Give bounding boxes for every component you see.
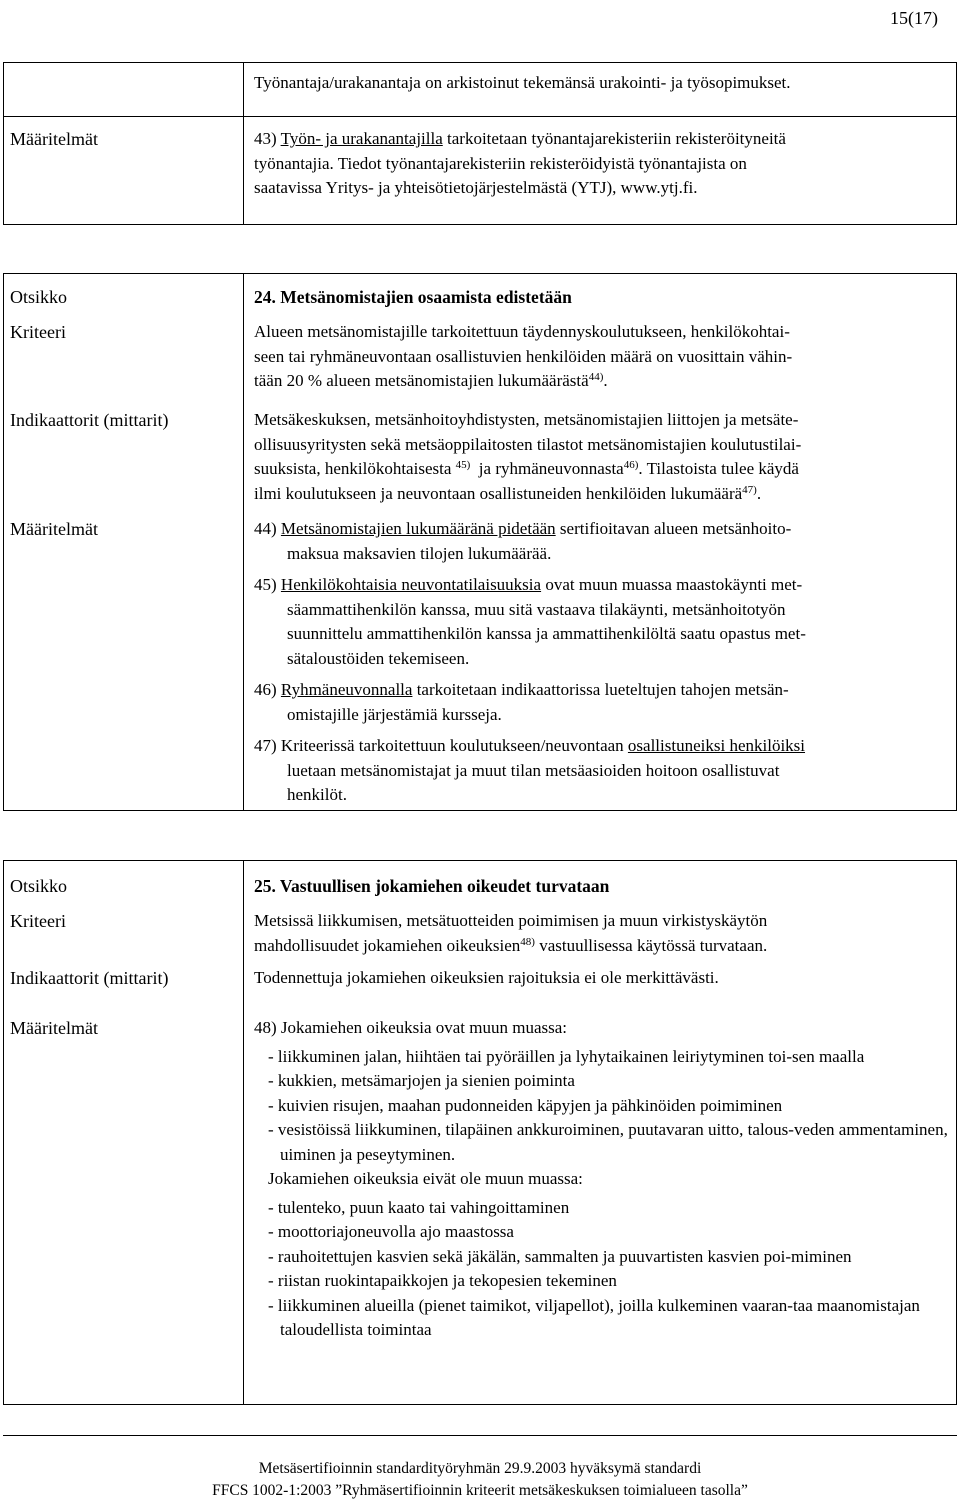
definition-44: 44) Metsänomistajien lukumääränä pidetään sertifioitavan alueen metsänhoito- maksua maksavien tilojen lukumäärää.: [254, 519, 792, 563]
label-heading-24: Otsikko: [10, 287, 68, 307]
definitions-25: [254, 1016, 952, 1343]
criterion-24: Alueen metsänomistajille tarkoitettuun täydennyskoulutukseen, henkilökohtai- seen tai ryhmäneuvontaan osallistuvien henkilöiden määrä on vuosittain vähin- tään 20 % alueen metsänomistajien lukumäärästä$^{44)}$.: [254, 322, 793, 390]
definitions-24: [254, 517, 952, 808]
allowed-list: [254, 1045, 952, 1168]
label-definitions-25: Määritelmät: [10, 1018, 98, 1038]
label-indicators-25: Indikaattorit (mittarit): [10, 968, 169, 988]
not-allowed-item: - tulenteko, puun kaato tai vahingoittaminen: [268, 1197, 570, 1217]
not-allowed-item: - liikkuminen alueilla (pienet taimikot, viljapellot), joilla kulkeminen vaaran-taa maanomistajan taloudellista toimintaa: [268, 1295, 920, 1339]
not-allowed-item: - riistan ruokintapaikkojen ja tekopesien tekeminen: [268, 1271, 617, 1290]
label-definitions-24: Määritelmät: [10, 519, 98, 539]
allowed-item: - liikkuminen jalan, hiihtäen tai pyöräillen ja lyhytaikainen leiriytyminen toi-sen maalla: [268, 1046, 865, 1066]
indicator-25: Todennettuja jokamiehen oikeuksien rajoituksia ei ole merkittävästi.: [254, 968, 719, 987]
footer-line-1: Metsäsertifioinnin standardityöryhmän 29.9.2003 hyväksymä standardi: [258, 1460, 702, 1477]
allowed-item: - kukkien, metsämarjojen ja sienien poiminta: [268, 1071, 575, 1090]
term-employers: Työn- ja urakanantajilla: [280, 129, 443, 148]
label-definitions-top: Määritelmät: [10, 129, 98, 149]
definition-45: 45) Henkilökohtaisia neuvontatilaisuuksia ovat muun muassa maastokäynti met- säammattihenkilön kanssa, muu sitä vastaava tilakäynti, metsänhoitotyön suunnittelu ammattihenkilön kanssa ja ammattihenkilöltä saatu opastus met- sätaloustöiden tekemiseen.: [254, 575, 806, 668]
criterion-25: Metsissä liikkumisen, metsätuotteiden poimimisen ja muun virkistyskäytön mahdollisuudet jokamiehen oikeuksien$^{48)}$ vastuullisessa käytössä turvataan.: [254, 911, 768, 955]
indicators-24: Metsäkeskuksen, metsänhoitoyhdistysten, metsänomistajien liittojen ja metsäte- ollisuusyritysten sekä metsäoppilaitosten tilastot metsänomistajien koulutustilai- suuksista, henkilökohtaisesta $^{45)}$ ja ryhmäneuvonnasta$^{46)}$. Tilastoista tulee käydä ilmi koulutukseen ja neuvontaan osallistuneiden henkilöiden lukumäärä$^{47)}$.: [254, 410, 802, 503]
definition-46: 46) Ryhmäneuvonnalla tarkoitetaan indikaattorissa lueteltujen tahojen metsän- omistajille järjestämiä kursseja.: [254, 680, 789, 724]
top-row1-text: Työnantaja/urakanantaja on arkistoinut tekemänsä urakointi- ja työsopimukset.: [254, 73, 791, 92]
definition-43: 43) Työn- ja urakanantajilla tarkoitetaan työnantajarekisteriin rekisteröityneitä työnantajia. Tiedot työnantajarekisteriin rekisteröidyistä työnantajista on saatavissa Yritys- ja yhteisötietojärjestelmästä (YTJ), www.ytj.fi.: [254, 129, 786, 197]
title-24: 24. Metsänomistajien osaamista edistetään: [254, 287, 572, 307]
footer-line-2: FFCS 1002-1:2003 ”Ryhmäsertifioinnin kriteerit metsäkeskuksen toimialueen tasolla”: [212, 1482, 748, 1499]
label-criterion-24: Kriteeri: [10, 322, 66, 342]
label-heading-25: Otsikko: [10, 876, 68, 896]
definition-48-intro: 48) Jokamiehen oikeuksia ovat muun muassa:: [254, 1018, 568, 1037]
not-allowed-item: - rauhoitettujen kasvien sekä jäkälän, sammalten ja puuvartisten kasvien poi-miminen: [268, 1246, 852, 1266]
not-allowed-intro: Jokamiehen oikeuksia eivät ole muun muassa:: [268, 1169, 583, 1188]
allowed-item: - vesistöissä liikkuminen, tilapäinen ankkuroiminen, puutavaran uitto, talous-veden ammentaminen, uiminen ja peseytyminen.: [268, 1120, 948, 1164]
footer-divider: [3, 1435, 957, 1436]
not-allowed-item: - moottoriajoneuvolla ajo maastossa: [268, 1222, 514, 1241]
label-indicators-24: Indikaattorit (mittarit): [10, 410, 169, 430]
definition-47: 47) Kriteerissä tarkoitettuun koulutukseen/neuvontaan osallistuneiksi henkilöiksi luetaan metsänomistajat ja muut tilan metsäasioiden hoitoon osallistuvat henkilöt.: [254, 736, 806, 804]
allowed-item: - kuivien risujen, maahan pudonneiden käpyjen ja pähkinöiden poimiminen: [268, 1095, 783, 1115]
title-25: 25. Vastuullisen jokamiehen oikeudet turvataan: [254, 876, 610, 896]
page-number: 15(17): [890, 8, 938, 28]
label-criterion-25: Kriteeri: [10, 911, 66, 931]
not-allowed-list: [254, 1196, 952, 1343]
